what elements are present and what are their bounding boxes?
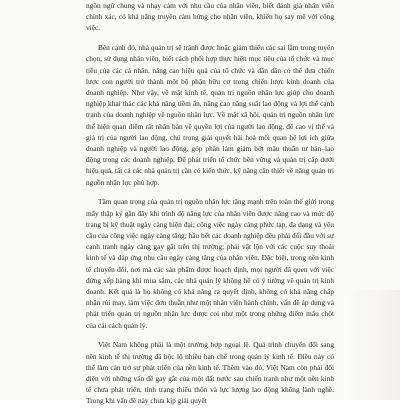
page-edge-shadow xyxy=(348,290,400,400)
paragraph-1: ngôn ngữ chung và nhạy cảm với nhu cầu của nhân viên, biết đánh giá nhân viên chính xác, có khả năng truyền cảm hứng cho nhân viên, khiến họ say mê với công việc. xyxy=(86,1,334,33)
paragraph-3: Tầm quan trọng của quản trị nguồn nhân lực tăng mạnh trên toàn thế giới trong mấy thập kỷ gần đây khi trình độ năng lực của nhân viên được nâng cao và mức độ trang bị kỹ thuật ngày càng hiện đại; công việc ngày càng phức tạp, đa dạng và yêu cầu của công việc ngày càng tăng; hầu hết các doanh nghiệp đều phải đối đầu với sự cạnh tranh ngày càng gay gắt trên thị trường; phải vật lộn với các cuộc suy thoái kinh tế và đáp ứng nhu cầu ngày càng tăng của nhân viên. Đặc biệt, trong nền kinh tế chuyển đổi, nơi mà các sản phẩm được hoạch định, mọi người đã quen với việc đứng xếp hàng khi mua sắm, các nhà quản lý không hề có ý tưởng về quản trị kinh doanh. Kết quả là họ không có khả năng ra quyết định, không có khả năng chấp nhận rủi may, làm việc đơn thuần như một nhân viên hành chính, vấn đề áp dụng và phát triển quản trị nguồn nhân lực được coi như một trong những điểm mấu chốt của cải cách quản lý. xyxy=(86,197,334,330)
paragraph-2: Bên cạnh đó, nhà quản trị sẽ tránh được hoặc giảm thiểu các sai lầm trong tuyển chọn, sử dụng nhân viên, biết cách phối hợp thực hiện mục tiêu của tổ chức và mục tiêu của các cá nhân, nâng cao hiệu quả của tổ chức và dần dần có thể đưa chiến lược con người trở thành một bộ phận hữu cơ trong chiến lược kinh doanh của doanh nghiệp. Như vậy, về mặt kinh tế, quản trị nguồn nhân lực giúp cho doanh nghiệp khai thác các khả năng tiềm ẩn, nâng cao năng suất lao động và lợi thế cạnh tranh của doanh nghiệp về nguồn nhân lực. Về mặt xã hội, quản trị nguồn nhân lực thể hiện quan điểm rất nhân bản về quyền lợi của người lao động, đề cao vị thế và giá trị của người lao động, chú trọng giải quyết hài hoà mối quan hệ lợi ích giữa doanh nghiệp và người lao động, góp phần làm giảm bớt mâu thuẫn tư bản–lao động trong các doanh nghiệp. Để phát triển tổ chức bền vững và quản trị cấp dưới hiệu quả, tất cả các nhà quản trị cần có kiến thức, kỹ năng cần thiết về nâng quản trị nguồn nhân lực phù hợp. xyxy=(86,43,334,187)
page-text-column xyxy=(86,0,334,415)
paragraph-4: Việt Nam không phải là một trường hợp ngoại lệ. Quá trình chuyển đổi sang nền kinh tế thị trường đã bộc lộ nhiều hạn chế trong quản lý kinh tế. Điều này có thể làm cản trở sự phát triển của nền kinh tế. Thêm vào đó, Việt Nam còn phải đối diện với những vấn đề gay gắt của một đất nước sau chiến tranh như một nền kinh tế chưa phát triển, tình trạng thiếu thốn và lực lượng lao động không lành nghề. Trong khi vấn đề này chưa kịp giải quyết xyxy=(86,340,334,406)
